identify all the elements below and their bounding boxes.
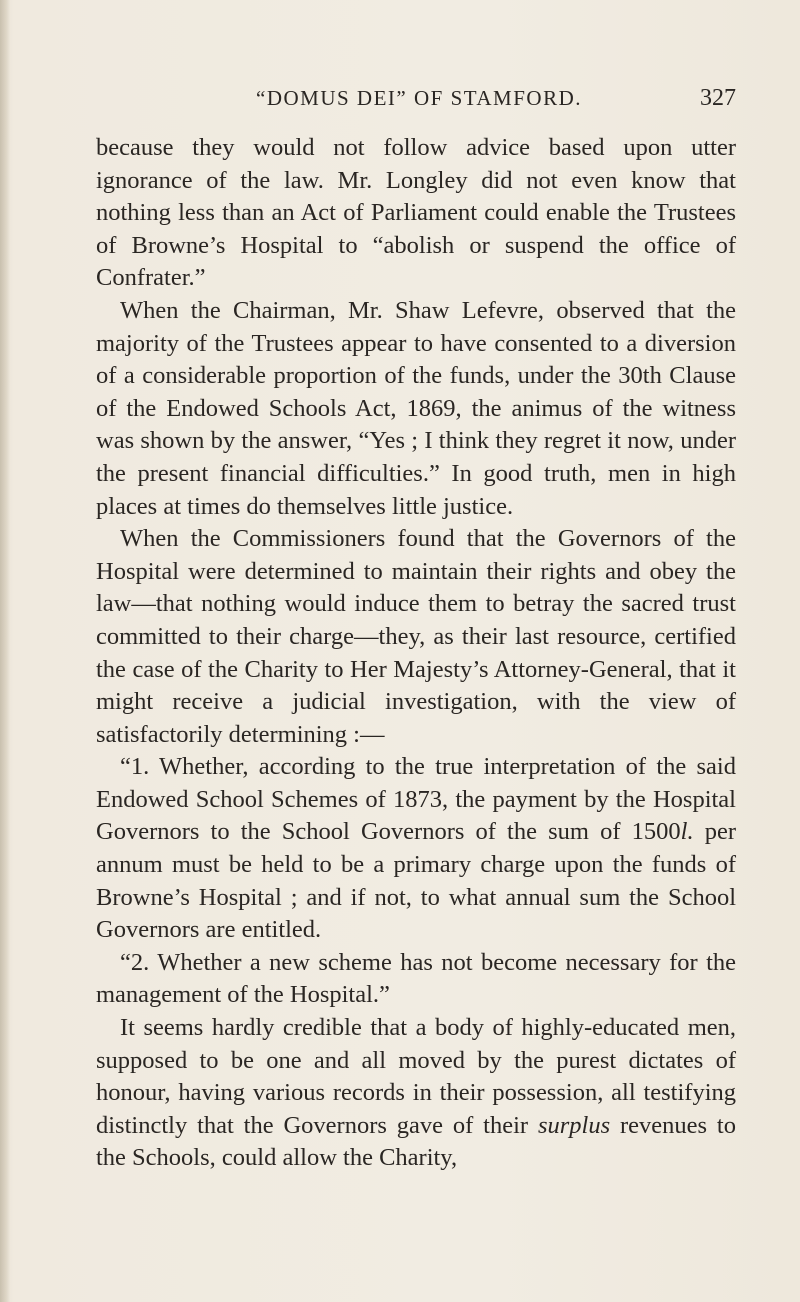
paragraph-3: When the Commissioners found that the Governors of the Hospital were determined to maintain their rights and obey the law—that nothing would induce them to betray the sacred trust committed to their charge—they, as their last resource, certified the case of the Charity to Her Majesty’s Attorney-General, that it might receive a judicial investigation, with the view of satisfactorily determining :— [96,525,736,748]
italic-surplus: surplus [537,1111,611,1139]
running-head [96,86,736,122]
paragraph-2: When the Chairman, Mr. Shaw Lefevre, observed that the majority of the Trustees appear to have consented to a diversion of a considerable proportion of the funds, under the 30th Clause of the Endowed Schools Act, 1869, the animus of the witness was shown by the answer, “Yes ; I think they regret it now, under the present financial difficulties.” In good truth, men in high places at times do themselves little justice. [96,296,736,520]
paragraph-6-text-b: revenues to the Schools, could allow the Charity, [96,1111,736,1172]
paragraph-5: “2. Whether a new scheme has not become necessary for the management of the Hospital.” [96,948,736,1009]
binding-edge [0,0,10,1302]
body-text [96,132,736,1175]
paragraph-4 [96,751,736,947]
paragraph-6 [96,1012,736,1175]
paragraph-4-text-b: per annum must be held to be a primary charge upon the funds of Browne’s Hospital ; and if not, to what annual sum the School Governors are entitled. [96,818,736,944]
paragraph-6-text-a: It seems hardly credible that a body of highly-educated men, supposed to be one and all moved by the purest dictates of honour, having various records in their possession, all testifying distinctly that the Governors gave of their [96,1014,736,1139]
page-number: 327 [700,85,736,111]
paragraph-4-text-a: “1. Whether, according to the true interpretation of the said Endowed School Schemes of 1873, the payment by the Hospital Governors to the School Governors of the sum of 1500 [96,753,736,846]
paragraph-1: because they would not follow advice based upon utter ignorance of the law. Mr. Longley did not even know that nothing less than an Act of Parliament could enable the Trustees of Browne’s Hospital to “abolish or suspend the office of Confrater.” [96,134,736,292]
running-title: “DOMUS DEI” OF STAMFORD. [256,86,583,110]
pounds-abbrev: l. [680,818,694,846]
